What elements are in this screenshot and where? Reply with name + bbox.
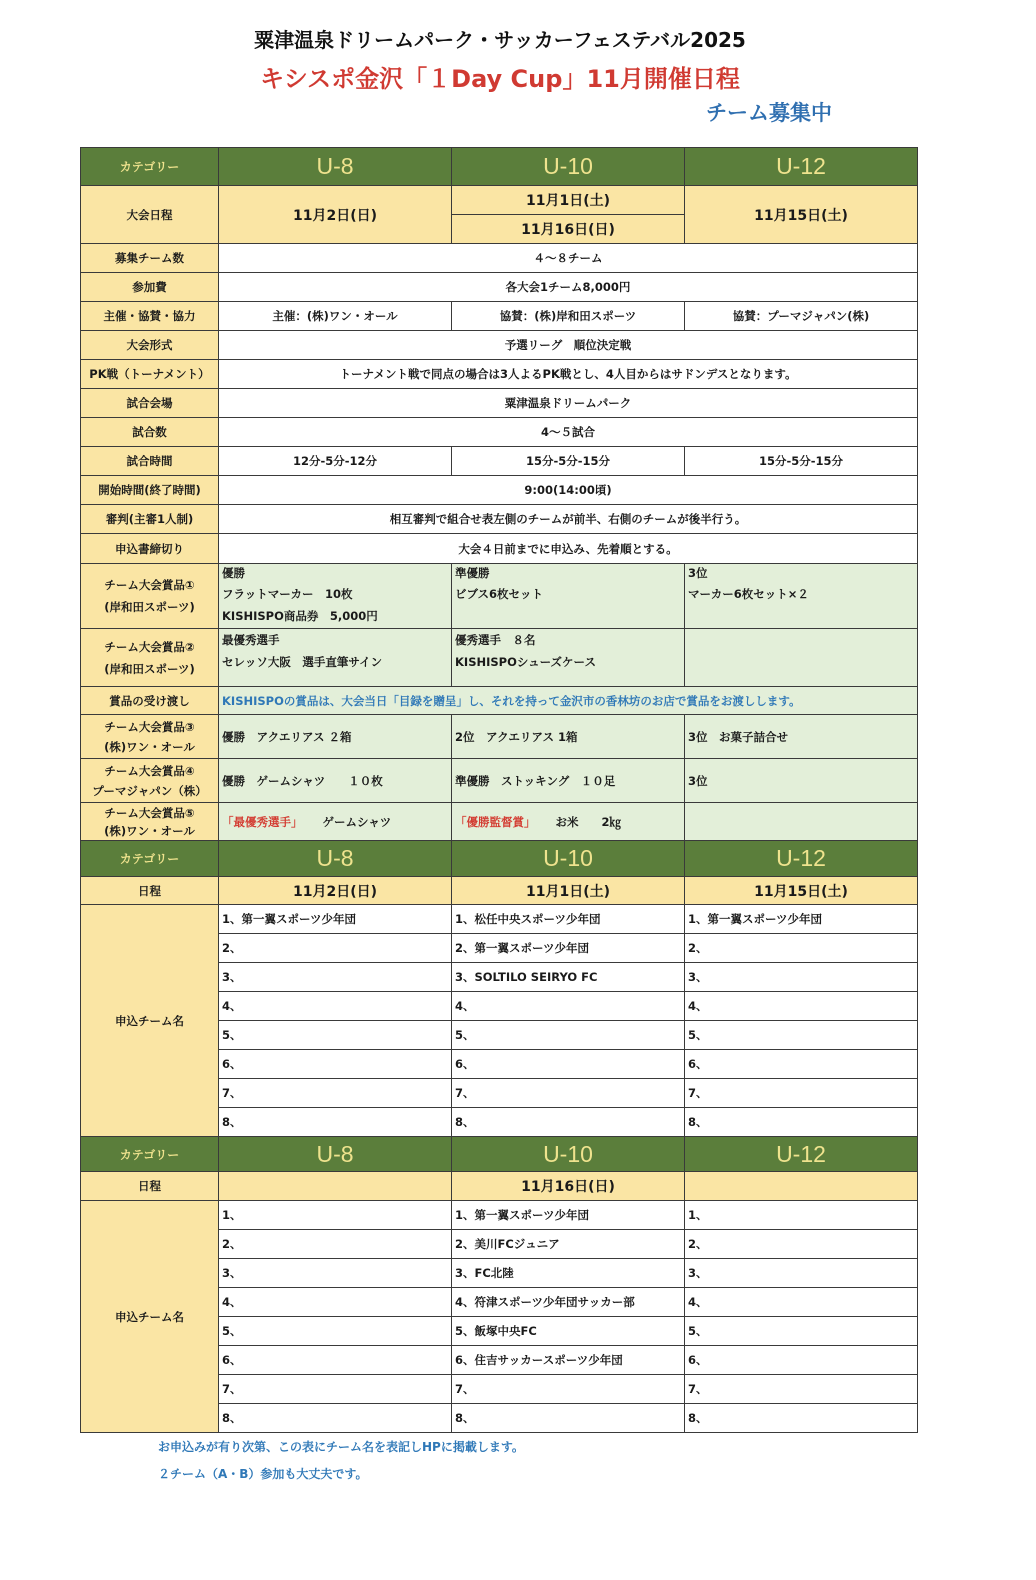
duration-label: 試合時間 bbox=[81, 447, 219, 476]
organizers-label: 主催・協賛・協力 bbox=[81, 302, 219, 331]
team-entry-u10: 1、第一翼スポーツ少年団 bbox=[452, 1201, 685, 1230]
team-entry-u12: 7、 bbox=[685, 1375, 918, 1404]
deadline-label: 申込書締切り bbox=[81, 534, 219, 564]
schedule-row bbox=[81, 186, 918, 215]
entries1-teams-label: 申込チーム名 bbox=[81, 905, 219, 1137]
team-entry-u8: 3、 bbox=[219, 1259, 452, 1288]
prize5-u8 bbox=[219, 803, 452, 841]
prize5-u10-item: お米 2㎏ bbox=[555, 814, 622, 829]
entries2-category-u12: U-12 bbox=[685, 1137, 918, 1172]
venue-row bbox=[81, 389, 918, 418]
teams-count-value: ４～８チーム bbox=[219, 244, 918, 273]
category-u10: U-10 bbox=[452, 148, 685, 186]
prize2-u8-line1: 最優秀選手 bbox=[222, 633, 280, 647]
team-entry-u8: 4、 bbox=[219, 992, 452, 1021]
overview-table bbox=[80, 147, 918, 841]
prize2-label-line1: チーム大会賞品② bbox=[104, 639, 195, 654]
prize4-label-line1: チーム大会賞品④ bbox=[104, 763, 195, 778]
prize2-u10 bbox=[452, 629, 685, 687]
entries1-date-u12: 11月15日(土) bbox=[685, 877, 918, 905]
referee-value: 相互審判で組合せ表左側のチームが前半、右側のチームが後半行う。 bbox=[219, 505, 918, 534]
entries2-date-u12 bbox=[685, 1172, 918, 1201]
prize4-row bbox=[81, 759, 918, 803]
prize2-u12 bbox=[685, 629, 918, 687]
team-entry-u10: 2、美川FCジュニア bbox=[452, 1230, 685, 1259]
team-entry-u8: 2、 bbox=[219, 934, 452, 963]
organizer-u12: 協賛：プーマジャパン(株) bbox=[685, 302, 918, 331]
delivery-label: 賞品の受け渡し bbox=[81, 687, 219, 715]
deadline-value: 大会４日前までに申込み、先着順とする。 bbox=[219, 534, 918, 564]
entries1-category-u12: U-12 bbox=[685, 841, 918, 877]
team-entry-u12: 8、 bbox=[685, 1108, 918, 1137]
team-entry-u12: 1、 bbox=[685, 1201, 918, 1230]
venue-label: 試合会場 bbox=[81, 389, 219, 418]
event-subtitle: キシスポ金沢「１Day Cup」11月開催日程 bbox=[260, 65, 740, 93]
prize5-label bbox=[81, 803, 219, 841]
delivery-value: KISHISPOの賞品は、大会当日「目録を贈呈」し、それを持って金沢市の香林坊のお店で賞品をお渡しします。 bbox=[219, 687, 918, 715]
team-entry-u12: 4、 bbox=[685, 1288, 918, 1317]
prize1-u12-line2: マーカー6枚セット×２ bbox=[688, 587, 809, 601]
team-entry-u10: 7、 bbox=[452, 1375, 685, 1404]
venue-value: 粟津温泉ドリームパーク bbox=[219, 389, 918, 418]
fee-row bbox=[81, 273, 918, 302]
prize5-row bbox=[81, 803, 918, 841]
organizers-row bbox=[81, 302, 918, 331]
prize1-label-line2: (岸和田スポーツ) bbox=[104, 600, 195, 614]
schedule-u10-a: 11月1日(土) bbox=[452, 186, 685, 215]
entries1-date-label: 日程 bbox=[81, 877, 219, 905]
entries2-category-u8: U-8 bbox=[219, 1137, 452, 1172]
prize1-u8-line1: 優勝 bbox=[222, 566, 245, 580]
team-entry-u8: 6、 bbox=[219, 1346, 452, 1375]
schedule-u10-b: 11月16日(日) bbox=[452, 215, 685, 244]
team-entry-u10: 3、FC北陸 bbox=[452, 1259, 685, 1288]
organizer-u10: 協賛：(株)岸和田スポーツ bbox=[452, 302, 685, 331]
team-entry-u8: 7、 bbox=[219, 1079, 452, 1108]
team-entry-row bbox=[81, 1201, 918, 1230]
fee-value: 各大会1チーム8,000円 bbox=[219, 273, 918, 302]
prize5-u10-award: 「優勝監督賞」 bbox=[455, 814, 536, 829]
duration-u8: 12分-5分-12分 bbox=[219, 447, 452, 476]
team-entry-u10: 5、 bbox=[452, 1021, 685, 1050]
category-u12: U-12 bbox=[685, 148, 918, 186]
prize4-u12: 3位 bbox=[685, 759, 918, 803]
prize1-u10-line1: 準優勝 bbox=[455, 566, 490, 580]
recruiting-label: チーム募集中 bbox=[706, 101, 832, 125]
prize1-u8-line3: KISHISPO商品券 5,000円 bbox=[222, 609, 378, 623]
prize2-row bbox=[81, 629, 918, 687]
team-entry-u12: 5、 bbox=[685, 1021, 918, 1050]
prize4-u8: 優勝 ゲームシャツ １０枚 bbox=[219, 759, 452, 803]
team-entry-u12: 7、 bbox=[685, 1079, 918, 1108]
entries1-date-u10: 11月1日(土) bbox=[452, 877, 685, 905]
team-entry-u10: 1、松任中央スポーツ少年団 bbox=[452, 905, 685, 934]
prize4-label bbox=[81, 759, 219, 803]
prize2-u8 bbox=[219, 629, 452, 687]
start-value: 9:00(14:00頃) bbox=[219, 476, 918, 505]
team-entry-u8: 8、 bbox=[219, 1404, 452, 1433]
team-entry-u8: 2、 bbox=[219, 1230, 452, 1259]
team-entry-u8: 5、 bbox=[219, 1021, 452, 1050]
prize4-label-line2: プーマジャパン（株） bbox=[92, 783, 207, 798]
entries1-category-row bbox=[81, 841, 918, 877]
organizer-u8: 主催：(株)ワン・オール bbox=[219, 302, 452, 331]
start-label: 開始時間(終了時間) bbox=[81, 476, 219, 505]
prize2-label bbox=[81, 629, 219, 687]
fee-label: 参加費 bbox=[81, 273, 219, 302]
team-entry-u10: 4、 bbox=[452, 992, 685, 1021]
prize2-label-line2: (岸和田スポーツ) bbox=[104, 661, 195, 676]
entries-table-2 bbox=[80, 1136, 918, 1433]
team-entry-u8: 5、 bbox=[219, 1317, 452, 1346]
entries-table-1 bbox=[80, 840, 918, 1137]
team-entry-u8: 7、 bbox=[219, 1375, 452, 1404]
referee-row bbox=[81, 505, 918, 534]
duration-row bbox=[81, 447, 918, 476]
teams-count-row bbox=[81, 244, 918, 273]
prize1-row bbox=[81, 564, 918, 629]
prize1-u10-line2: ビブス6枚セット bbox=[455, 587, 544, 601]
team-entry-u12: 2、 bbox=[685, 934, 918, 963]
referee-label: 審判(主審1人制) bbox=[81, 505, 219, 534]
team-entry-u10: 8、 bbox=[452, 1108, 685, 1137]
format-value: 予選リーグ 順位決定戦 bbox=[219, 331, 918, 360]
prize1-label bbox=[81, 564, 219, 629]
team-entry-u12: 4、 bbox=[685, 992, 918, 1021]
prize5-label-line2: (株)ワン・オール bbox=[104, 823, 195, 838]
team-entry-u10: 5、飯塚中央FC bbox=[452, 1317, 685, 1346]
pk-row bbox=[81, 360, 918, 389]
prize1-u10 bbox=[452, 564, 685, 629]
prize5-u8-award: 「最優秀選手」 bbox=[222, 814, 303, 829]
prize3-label-line1: チーム大会賞品③ bbox=[104, 719, 195, 734]
delivery-row bbox=[81, 687, 918, 715]
team-entry-u10: 6、住吉サッカースポーツ少年団 bbox=[452, 1346, 685, 1375]
team-entry-u8: 1、 bbox=[219, 1201, 452, 1230]
team-entry-u10: 3、SOLTILO SEIRYO FC bbox=[452, 963, 685, 992]
entries2-category-u10: U-10 bbox=[452, 1137, 685, 1172]
team-entry-u12: 3、 bbox=[685, 1259, 918, 1288]
prize1-label-line1: チーム大会賞品① bbox=[104, 578, 195, 592]
entries1-category-label: カテゴリー bbox=[81, 841, 219, 877]
team-entry-u12: 3、 bbox=[685, 963, 918, 992]
prize1-u12 bbox=[685, 564, 918, 629]
prize2-u8-line2: セレッソ大阪 選手直筆サイン bbox=[222, 655, 383, 669]
event-title: 粟津温泉ドリームパーク・サッカーフェステバル2025 bbox=[254, 28, 746, 52]
prize1-u12-line1: 3位 bbox=[688, 566, 708, 580]
format-row bbox=[81, 331, 918, 360]
duration-u12: 15分-5分-15分 bbox=[685, 447, 918, 476]
prize5-u8-item: ゲームシャツ bbox=[322, 814, 392, 829]
entries1-date-u8: 11月2日(日) bbox=[219, 877, 452, 905]
entries1-category-u8: U-8 bbox=[219, 841, 452, 877]
prize5-u10 bbox=[452, 803, 685, 841]
team-entry-u8: 6、 bbox=[219, 1050, 452, 1079]
start-row bbox=[81, 476, 918, 505]
entries1-category-u10: U-10 bbox=[452, 841, 685, 877]
schedule-u8: 11月2日(日) bbox=[219, 186, 452, 244]
team-entry-u12: 8、 bbox=[685, 1404, 918, 1433]
prize2-u10-line1: 優秀選手 ８名 bbox=[455, 633, 536, 647]
entries2-date-label: 日程 bbox=[81, 1172, 219, 1201]
entries2-teams-label: 申込チーム名 bbox=[81, 1201, 219, 1433]
team-entry-u10: 2、第一翼スポーツ少年団 bbox=[452, 934, 685, 963]
prize5-u12 bbox=[685, 803, 918, 841]
teams-count-label: 募集チーム数 bbox=[81, 244, 219, 273]
category-u8: U-8 bbox=[219, 148, 452, 186]
matches-value: 4～５試合 bbox=[219, 418, 918, 447]
team-entry-u12: 6、 bbox=[685, 1050, 918, 1079]
entries1-date-row bbox=[81, 877, 918, 905]
team-entry-u8: 4、 bbox=[219, 1288, 452, 1317]
prize3-row bbox=[81, 715, 918, 759]
entries2-category-label: カテゴリー bbox=[81, 1137, 219, 1172]
category-header-row bbox=[81, 148, 918, 186]
entries2-category-row bbox=[81, 1137, 918, 1172]
team-entry-u12: 5、 bbox=[685, 1317, 918, 1346]
team-entry-u12: 6、 bbox=[685, 1346, 918, 1375]
team-entry-u8: 3、 bbox=[219, 963, 452, 992]
entries2-date-u8 bbox=[219, 1172, 452, 1201]
pk-value: トーナメント戦で同点の場合は3人よるPK戦とし、4人目からはサドンデスとなります。 bbox=[219, 360, 918, 389]
prize3-label-line2: (株)ワン・オール bbox=[104, 739, 195, 754]
team-entry-u8: 1、第一翼スポーツ少年団 bbox=[219, 905, 452, 934]
prize3-label bbox=[81, 715, 219, 759]
team-entry-row bbox=[81, 905, 918, 934]
team-entry-u12: 2、 bbox=[685, 1230, 918, 1259]
pk-label: PK戦（トーナメント） bbox=[81, 360, 219, 389]
category-label: カテゴリー bbox=[81, 148, 219, 186]
prize2-u10-line2: KISHISPOシューズケース bbox=[455, 655, 596, 669]
prize3-u12: 3位 お菓子詰合せ bbox=[685, 715, 918, 759]
prize3-u8: 優勝 アクエリアス ２箱 bbox=[219, 715, 452, 759]
schedule-u12: 11月15日(土) bbox=[685, 186, 918, 244]
team-entry-u10: 7、 bbox=[452, 1079, 685, 1108]
prize1-u8-line2: フラットマーカー 10枚 bbox=[222, 587, 353, 601]
prize1-u8 bbox=[219, 564, 452, 629]
duration-u10: 15分-5分-15分 bbox=[452, 447, 685, 476]
team-entry-u10: 4、符津スポーツ少年団サッカー部 bbox=[452, 1288, 685, 1317]
team-entry-u10: 8、 bbox=[452, 1404, 685, 1433]
prize4-u10: 準優勝 ストッキング １０足 bbox=[452, 759, 685, 803]
deadline-row bbox=[81, 534, 918, 564]
format-label: 大会形式 bbox=[81, 331, 219, 360]
footer-note-1: お申込みが有り次第、この表にチーム名を表記しHPに掲載します。 bbox=[158, 1440, 524, 1454]
team-entry-u12: 1、第一翼スポーツ少年団 bbox=[685, 905, 918, 934]
entries2-date-row bbox=[81, 1172, 918, 1201]
entries2-date-u10: 11月16日(日) bbox=[452, 1172, 685, 1201]
matches-label: 試合数 bbox=[81, 418, 219, 447]
footer-note-2: ２チーム（A・B）参加も大丈夫です。 bbox=[158, 1467, 368, 1481]
team-entry-u10: 6、 bbox=[452, 1050, 685, 1079]
team-entry-u8: 8、 bbox=[219, 1108, 452, 1137]
prize3-u10: 2位 アクエリアス 1箱 bbox=[452, 715, 685, 759]
schedule-label: 大会日程 bbox=[81, 186, 219, 244]
prize5-label-line1: チーム大会賞品⑤ bbox=[104, 805, 195, 820]
matches-row bbox=[81, 418, 918, 447]
